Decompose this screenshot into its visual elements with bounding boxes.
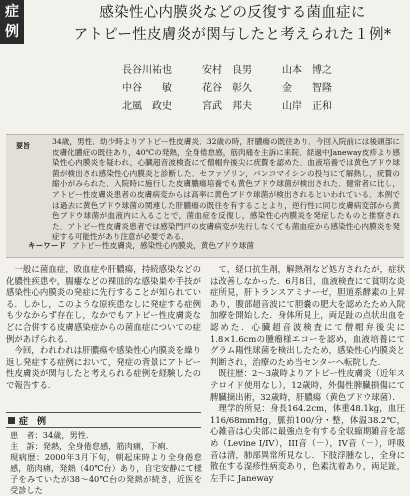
keywords-text: アトピー性皮膚炎，感染性心内膜炎，黄色ブドウ球菌 [71, 241, 254, 250]
author: 山本 博之 [282, 65, 332, 76]
case-line: 患 者：34歳，男性． [10, 430, 95, 440]
body-left-column [6, 264, 201, 392]
author-list [122, 64, 346, 114]
case-section-heading-text: 症 例 [19, 416, 47, 427]
abstract-label: 要旨 [16, 142, 30, 150]
square-bullet-icon [8, 417, 15, 424]
body-right-column [210, 264, 405, 484]
author: 山岸 正和 [282, 101, 332, 112]
abstract-text: 34歳，男性．幼少時よりアトピー性皮膚炎．32歳の時，肝膿瘍の既往あり．今回入院前には後頭部に皮膚化膿症の既往あり，40℃の発熱，全身倦怠感，筋肉痛を主訴に来院．経過中Janeway皮疹より感染性心内膜炎を疑われ，心臓超音波検査にて僧帽弁後尖に疣贅を認めた．血液培養では黄色ブドウ球菌が検出され感染性心内膜炎と診断した．セファゾリン，バンコマイシンの投与にて解熱し，疣贅の縮小がみられた．入院時に施行した皮膚膿瘍培養でも黄色ブドウ球菌が検出された．健常者に比し，アトピー性皮膚炎患者の皮膚病変からは高率に黄色ブドウ球菌が検出されるといわれている．本例では過去に黄色ブドウ球菌の関連した肝膿瘍の既往を有することより，逆行性に同じ皮膚病変部から黄色ブドウ球菌が血液内に入ることで，菌血症を反復し，感染性心内膜炎を発症したものと推察された．アトピー性皮膚炎患者では感染門戸の皮膚病変が先行しなくても菌血症から感染性心内膜炎を発症する可能性があり注意が必要である． [52, 137, 400, 242]
case-line: 現病歴：2000年3月下旬，朝起床時より全身倦怠感，筋肉痛，発熱（40℃台）あり，自宅安静にて様子をみていたが38〜40℃台の発熱が続き，近医を受診した [10, 452, 202, 495]
author: 金 智隆 [282, 83, 332, 94]
body-paragraph: 既往歴：2〜3歳時よりアトピー性皮膚炎（近年ステロイド使用なし），12歳時，外傷性脾臓損傷にて脾臓摘出術，32歳時，肝膿瘍（黄色ブドウ球菌）． [210, 368, 405, 402]
author: 中谷 敏 [122, 83, 172, 94]
body-paragraph: 理学的所見：身長164.2cm，体重48.1kg，血圧116/68mmHg，脈拍100/分・整，体温38.2℃，心雑音は心尖部に最強点を有する全収縮期雑音を認め（Levine I/IV），III音（－），IV音（－），呼吸音は清，肺部異常所見なし．下肢浮腫なし，全身に散在する湿疹性病変あり，色素沈着あり，両足趾，左手に Janeway [210, 403, 405, 483]
body-paragraph: 一般に菌血症，敗血症や肝膿瘍，持続感染などの化膿性疾患や，腸瘻などの裸皿的な感染巣や手技が感染性心内膜炎の発症に先行することが知られている．しかし，このような原疾患なしに発症する症例も少なからず存在し，なかでもアトピー性皮膚炎などに合併する皮膚感染症からの菌血症についての症例があげられる． [6, 264, 201, 344]
abstract-box [6, 134, 404, 258]
section-tag-char-2: 例 [5, 24, 19, 40]
case-line: 主 訴：発熱，全身倦怠感，筋肉痛，下痢． [10, 441, 174, 451]
author: 長谷川祐也 [122, 65, 172, 76]
article-title-line-2: アトピー性皮膚炎が関与したと考えられた１例* [73, 27, 392, 43]
article-title-line-1: 感染性心内膜炎などの反復する菌血症に [99, 5, 366, 21]
keywords [28, 240, 254, 251]
author: 安村 良男 [202, 65, 252, 76]
case-section-heading [6, 412, 201, 428]
keywords-label: キーワード [28, 241, 66, 250]
case-details [10, 430, 202, 496]
section-tag [0, 0, 24, 44]
author: 北風 政史 [122, 101, 172, 112]
author: 花谷 彰久 [202, 83, 252, 94]
body-paragraph: 今回，われわれは肝膿瘍や感染性心内膜炎を繰り返し発症する症例において，発症の背景にアトピー性皮膚炎が関与したと考えられる症例を経験したので報告する． [6, 345, 201, 390]
article-title [60, 2, 405, 46]
body-paragraph: て，経口抗生剤，解熱剤など処方されたが，症状は改善しなかった．6月8日，血液検査にて貧明な炎症所見，肝トランスアミナーゼ，胆道系酵素の上昇あり，腹部超音波にて胆嚢の肥大を認めたため入院加療を開始した．身体所見上，両足趾の点状出血を認めた．心臓超音波検査にて僧帽弁後尖に1.8×1.6cmの腫瘤様エコーを認め，血液培養にてグラム陽性球菌を検出したため，感染性心内膜炎と判断され，治療のため当センターへ転院した． [210, 264, 405, 367]
author: 宮武 邦夫 [202, 101, 252, 112]
section-tag-char-1: 症 [5, 4, 19, 20]
